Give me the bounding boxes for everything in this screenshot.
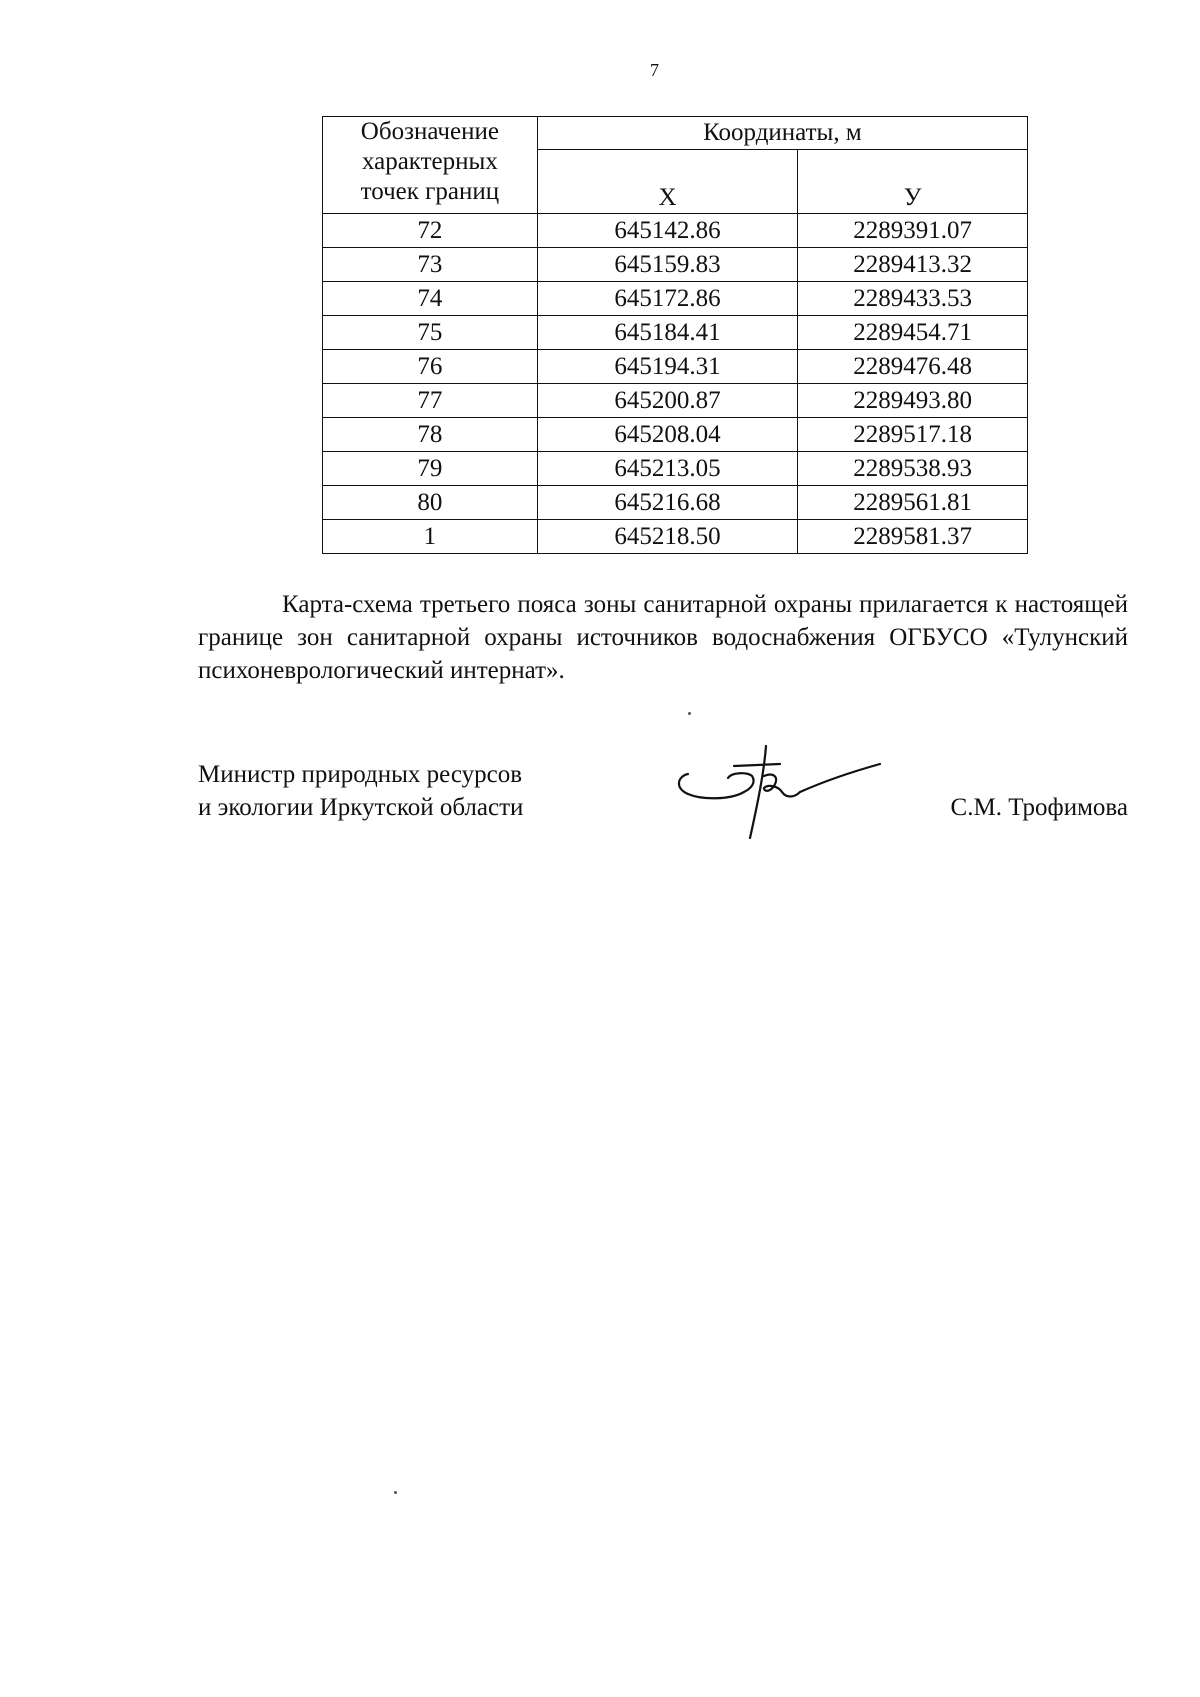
header-x: Х [537, 150, 798, 214]
y-cell: 2289517.18 [798, 418, 1028, 452]
x-cell: 645208.04 [537, 418, 798, 452]
signer-name: С.М. Трофимова [950, 794, 1128, 821]
header-point-line: Обозначение [360, 118, 499, 145]
header-point-line: характерных [361, 148, 498, 175]
point-cell: 78 [323, 418, 538, 452]
header-y: У [798, 150, 1028, 214]
position-line: и экологии Иркутской области [198, 794, 524, 821]
point-cell: 1 [323, 520, 538, 554]
coordinates-table [322, 116, 1028, 554]
table-row [323, 282, 1028, 316]
header-point-designation [323, 117, 538, 214]
y-cell: 2289454.71 [798, 316, 1028, 350]
table-row [323, 384, 1028, 418]
y-cell: 2289493.80 [798, 384, 1028, 418]
point-cell: 80 [323, 486, 538, 520]
x-cell: 645200.87 [537, 384, 798, 418]
paragraph-text: Карта-схема третьего пояса зоны санитарной охраны прилагается к настоящей границе зон санитарной охраны источников водоснабжения ОГБУСО «Тулунский психоневрологический интернат». [198, 591, 1128, 684]
x-cell: 645213.05 [537, 452, 798, 486]
point-cell: 77 [323, 384, 538, 418]
y-cell: 2289476.48 [798, 350, 1028, 384]
header-point-line: точек границ [360, 178, 500, 205]
table-row [323, 452, 1028, 486]
point-cell: 75 [323, 316, 538, 350]
x-cell: 645194.31 [537, 350, 798, 384]
x-cell: 645142.86 [537, 214, 798, 248]
point-cell: 72 [323, 214, 538, 248]
table-row [323, 486, 1028, 520]
header-coordinates: Координаты, м [537, 117, 1027, 150]
x-cell: 645184.41 [537, 316, 798, 350]
body-paragraph [198, 588, 1128, 687]
y-cell: 2289561.81 [798, 486, 1028, 520]
x-cell: 645172.86 [537, 282, 798, 316]
table-row [323, 214, 1028, 248]
x-cell: 645216.68 [537, 486, 798, 520]
page-number: 7 [650, 60, 659, 80]
table-row [323, 520, 1028, 554]
handwritten-signature [668, 742, 898, 842]
table-row [323, 316, 1028, 350]
scan-speck [394, 1491, 397, 1494]
y-cell: 2289433.53 [798, 282, 1028, 316]
y-cell: 2289581.37 [798, 520, 1028, 554]
scan-speck [688, 712, 691, 715]
y-cell: 2289538.93 [798, 452, 1028, 486]
point-cell: 76 [323, 350, 538, 384]
x-cell: 645218.50 [537, 520, 798, 554]
point-cell: 73 [323, 248, 538, 282]
signer-position [198, 758, 523, 824]
table-row [323, 418, 1028, 452]
position-line: Министр природных ресурсов [198, 761, 523, 788]
table-body [323, 214, 1028, 554]
x-cell: 645159.83 [537, 248, 798, 282]
y-cell: 2289391.07 [798, 214, 1028, 248]
table-row [323, 350, 1028, 384]
point-cell: 74 [323, 282, 538, 316]
point-cell: 79 [323, 452, 538, 486]
table-row [323, 248, 1028, 282]
y-cell: 2289413.32 [798, 248, 1028, 282]
signature-block [198, 758, 1128, 838]
